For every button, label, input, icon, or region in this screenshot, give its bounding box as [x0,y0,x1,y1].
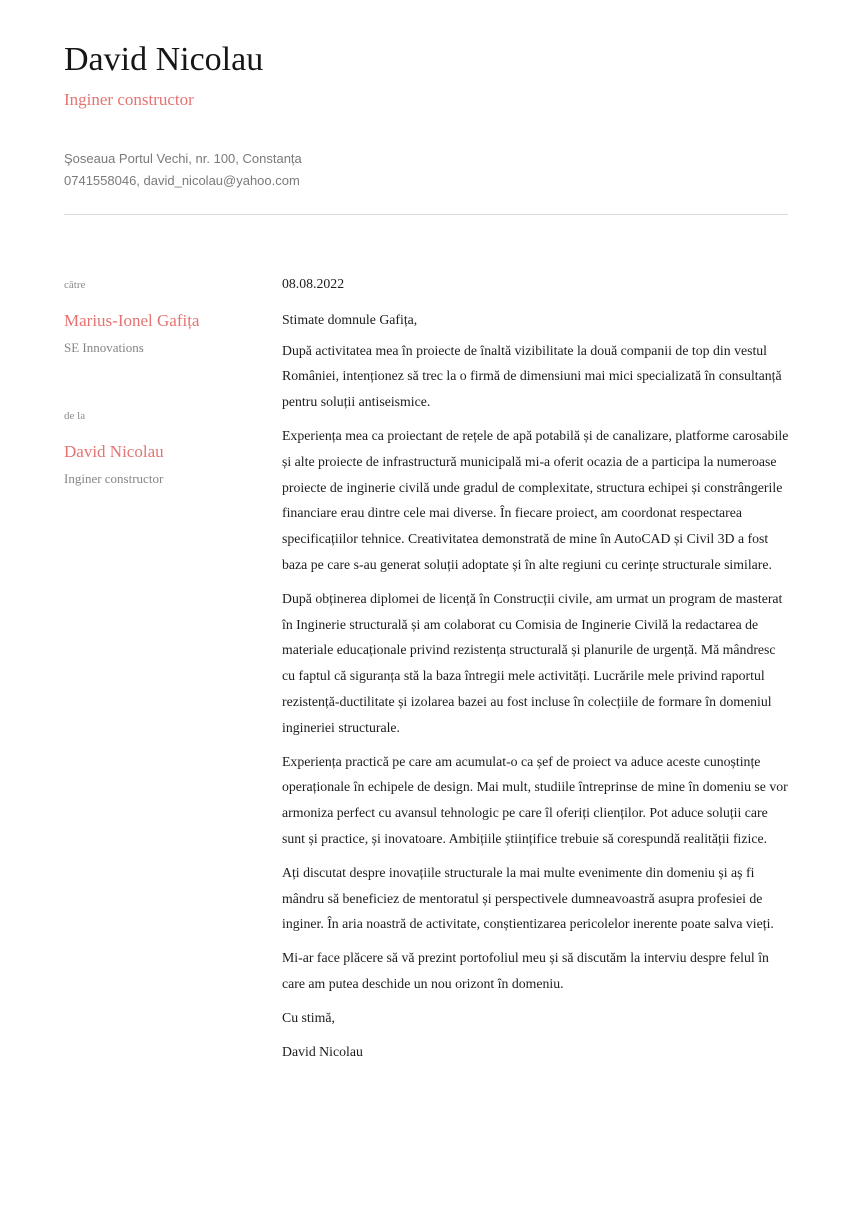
applicant-name: David Nicolau [64,41,264,78]
paragraph: Experiența mea ca proiectant de rețele de apă potabilă și de canalizare, platforme carosabile și alte proiecte de infrastructură municipală mi-a oferit ocazia de a participa la numeroase proiecte de inginerie civilă unde gradul de complexitate, structura echipei și constrângerile financiare erau dintre cele mai diverse. În fiecare proiect, am coordonat respectarea specificațiilor tehnice. Creativitatea demonstrată de mine în AutoCAD și Civil 3D a fost baza pe care s-au generat soluții adoptate și în alte regiuni cu cerințe structurale similare. [282,427,789,572]
recipient-name: Marius-Ionel Gafița [64,311,200,330]
paragraph: După obținerea diplomei de licență în Construcții civile, am urmat un program de masterat în Inginerie structurală și am colaborat cu Comisia de Inginerie Civilă la redactarea de materiale educaționale privind rezistența structurală și planurile de urgență. Mă mândresc cu faptul că siguranța stă la baza întregii mele activități. Lucrările mele privind raportul rezistență-ductilitate și izolarea bazei au fost incluse în colecțiile de formare în domeniul ingineriei structurale. [282,590,783,735]
sender-title: Inginer constructor [64,471,164,486]
from-label: de la [64,410,86,422]
paragraph: Ați discutat despre inovațiile structurale la mai multe evenimente din domeniu și aș fi mândru să beneficiez de mentoratul și perspectivele dumneavoastră asupra profesiei de inginer. În aria noastră de activitate, conștientizarea pericolelor inerente poate salva vieți. [282,864,774,932]
sender-name: David Nicolau [64,442,164,461]
paragraph: După activitatea mea în proiecte de înaltă vizibilitate la două companii de top din vestul României, intenționez să trec la o firmă de dimensiuni mai mici specializată în consultanță pentru soluții antiseismice. [282,342,782,410]
to-label: către [64,279,86,291]
address-text: Şoseaua Portul Vechi, nr. 100, Constanța [64,151,302,166]
phone-email-text: 0741558046, david_nicolau@yahoo.com [64,173,300,188]
applicant-title: Inginer constructor [64,90,194,109]
signature: David Nicolau [282,1043,363,1059]
paragraph: Experiența practică pe care am acumulat-o ca șef de proiect va aduce aceste cunoștințe operaționale în echipele de design. Mai mult, studiile întreprinse de mine în domeniu se vor armoniza perfect cu avansul tehnologic pe care îl oferiți clienților. Pot aduce soluții care sunt și practice, și inovatoare. Ambițiile științifice trebuie să corespundă realității fizice. [282,753,788,846]
letter-body [282,271,792,1072]
salutation: Stimate domnule Gafița, [282,311,418,327]
closing: Cu stimă, [282,1009,335,1025]
recipient-block [64,278,264,356]
contact-info [64,148,302,192]
letter-date: 08.08.2022 [282,276,345,291]
sender-block [64,409,264,487]
recipient-company: SE Innovations [64,340,144,355]
paragraph: Mi-ar face plăcere să vă prezint portofoliul meu și să discutăm la interviu despre felul în care am putea deschide un nou orizont în domeniu. [282,950,769,991]
header-divider [64,214,788,215]
